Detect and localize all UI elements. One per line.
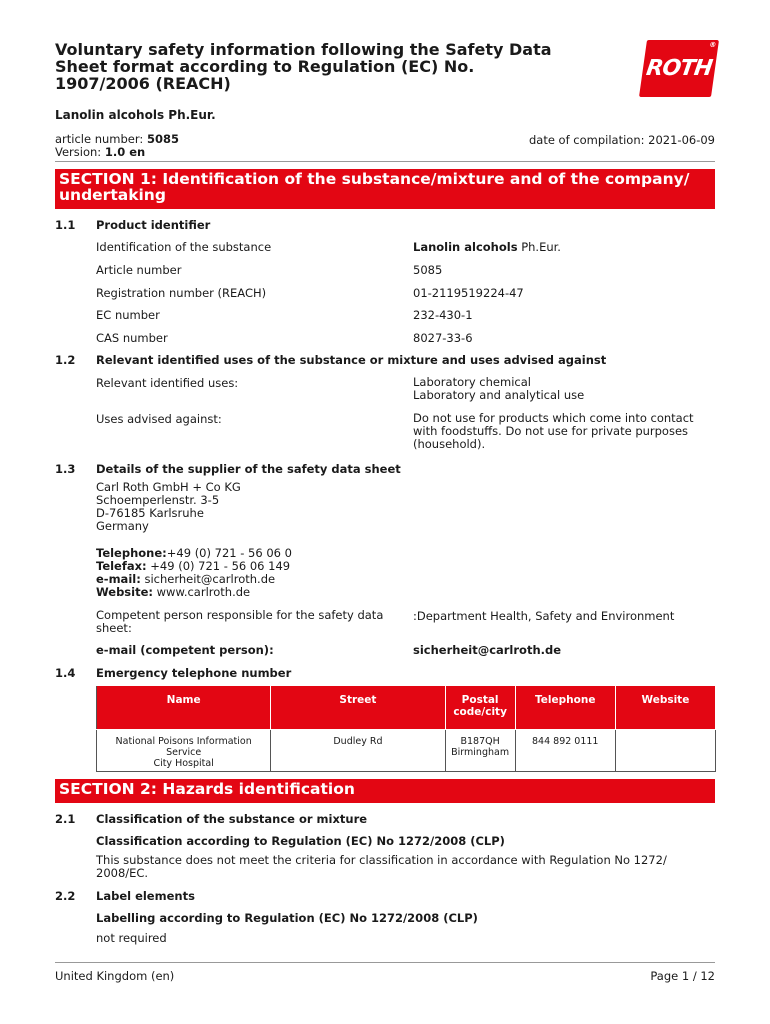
competent-label-line-1: Competent person responsible for the safety data — [96, 608, 384, 622]
uses-against-label: Uses advised against: — [96, 412, 222, 426]
address-line-2: Schoemperlenstr. 3-5 — [96, 493, 220, 507]
competent-email-value[interactable]: sicherheit@carlroth.de — [413, 643, 562, 657]
section-2-2-title: Label elements — [96, 889, 195, 903]
competent-label-line-2: sheet: — [96, 621, 132, 635]
section-1-4-title: Emergency telephone number — [96, 666, 292, 680]
table-header-website: Website — [615, 686, 715, 730]
ec-number-label: EC number — [96, 308, 160, 322]
identification-value — [413, 240, 561, 254]
uses-against-line-3: (household). — [413, 437, 486, 451]
website-value[interactable]: www.carlroth.de — [153, 585, 251, 599]
email-value[interactable]: sicherheit@carlroth.de — [140, 572, 276, 586]
table-cell-telephone: 844 892 0111 — [515, 730, 615, 772]
identified-use-2: Laboratory and analytical use — [413, 388, 585, 402]
name-line-1: National Poisons Information — [115, 736, 252, 747]
section-1-2-number: 1.2 — [55, 353, 76, 367]
email-label: e-mail: — [96, 572, 141, 586]
logo-text: ROTH — [644, 56, 714, 81]
identification-label: Identification of the substance — [96, 240, 272, 254]
identified-uses-value — [413, 376, 584, 402]
header-divider — [55, 161, 715, 162]
identified-uses-label: Relevant identified uses: — [96, 376, 239, 390]
section-2-1-number: 2.1 — [55, 812, 76, 826]
address-line-3: D-76185 Karlsruhe — [96, 506, 204, 520]
table-row — [97, 730, 716, 772]
table-cell-postal — [445, 730, 515, 772]
version-value: 1.0 en — [104, 145, 146, 159]
version-label: Version: — [55, 145, 105, 159]
article-number-label: Article number — [96, 263, 182, 277]
registration-value: 01-2119519224-47 — [413, 286, 524, 300]
identification-value-rest: Ph.Eur. — [517, 240, 561, 254]
section-2-header: SECTION 2: Hazards identification — [55, 779, 715, 803]
registration-label: Registration number (REACH) — [96, 286, 267, 300]
telephone-value: +49 (0) 721 - 56 06 0 — [166, 546, 292, 560]
section-1-4-number: 1.4 — [55, 666, 76, 680]
footer-page-number: Page 1 / 12 — [650, 969, 715, 983]
uses-against-line-1: Do not use for products which come into contact — [413, 411, 694, 425]
registered-mark-icon: ® — [708, 41, 716, 49]
name-line-3: City Hospital — [153, 758, 214, 769]
table-header-name: Name — [97, 686, 271, 730]
labelling-subheading: Labelling according to Regulation (EC) No 1272/2008 (CLP) — [96, 911, 478, 925]
table-cell-street: Dudley Rd — [271, 730, 445, 772]
table-header-street: Street — [271, 686, 445, 730]
section-1-3-title: Details of the supplier of the safety data sheet — [96, 462, 401, 476]
table-header-telephone: Telephone — [515, 686, 615, 730]
section-1-1-number: 1.1 — [55, 218, 76, 232]
article-label: article number: — [55, 132, 147, 146]
identification-value-bold: Lanolin alcohols — [413, 240, 518, 254]
labelling-text: not required — [96, 931, 167, 945]
footer-divider — [55, 962, 715, 963]
address-line-4: Germany — [96, 519, 149, 533]
classification-subheading: Classification according to Regulation (EC) No 1272/2008 (CLP) — [96, 834, 505, 848]
table-cell-website — [615, 730, 715, 772]
table-header-row — [97, 686, 716, 730]
product-name: Lanolin alcohols Ph.Eur. — [55, 108, 216, 122]
name-line-2: Service — [166, 747, 202, 758]
telefax-value: +49 (0) 721 - 56 06 149 — [146, 559, 291, 573]
postal-line-1: B187QH — [460, 736, 500, 747]
section-1-1-title: Product identifier — [96, 218, 211, 232]
postal-line-2: Birmingham — [451, 747, 510, 758]
section-1-3-number: 1.3 — [55, 462, 76, 476]
supplier-contacts — [96, 547, 292, 599]
cas-number-label: CAS number — [96, 331, 168, 345]
address-line-1: Carl Roth GmbH + Co KG — [96, 480, 241, 494]
document-meta — [55, 133, 179, 159]
uses-against-line-2: with foodstuffs. Do not use for private purposes — [413, 424, 689, 438]
telefax-label: Telefax: — [96, 559, 147, 573]
article-value: 5085 — [146, 132, 179, 146]
emergency-table — [96, 685, 716, 772]
table-header-postal: Postal code/city — [445, 686, 515, 730]
competent-person-label — [96, 609, 406, 635]
footer-country: United Kingdom (en) — [55, 969, 175, 983]
article-number-value: 5085 — [413, 263, 443, 277]
competent-email-label: e-mail (competent person): — [96, 643, 274, 657]
supplier-address — [96, 481, 241, 533]
section-1-header: SECTION 1: Identification of the substance/mixture and of the company/ undertaking — [55, 169, 715, 209]
classification-text — [96, 854, 667, 880]
telephone-label: Telephone: — [96, 546, 167, 560]
table-cell-name — [97, 730, 271, 772]
section-2-2-number: 2.2 — [55, 889, 76, 903]
identified-use-1: Laboratory chemical — [413, 375, 531, 389]
section-2-1-title: Classification of the substance or mixture — [96, 812, 368, 826]
classification-text-line-2: 2008/EC. — [96, 866, 149, 880]
competent-person-value: :Department Health, Safety and Environment — [413, 609, 675, 623]
website-label: Website: — [96, 585, 153, 599]
compilation-date: date of compilation: 2021-06-09 — [528, 133, 715, 147]
uses-against-value — [413, 412, 694, 451]
ec-number-value: 232-430-1 — [413, 308, 473, 322]
cas-number-value: 8027-33-6 — [413, 331, 473, 345]
document-title: Voluntary safety information following the Safety Data Sheet format according to Regulation (EC) No. 1907/2006 (REACH) — [55, 40, 552, 93]
classification-text-line-1: This substance does not meet the criteria for classification in accordance with Regulation No 1272/ — [96, 853, 667, 867]
roth-logo — [639, 40, 719, 97]
section-1-2-title: Relevant identified uses of the substance or mixture and uses advised against — [96, 353, 607, 367]
